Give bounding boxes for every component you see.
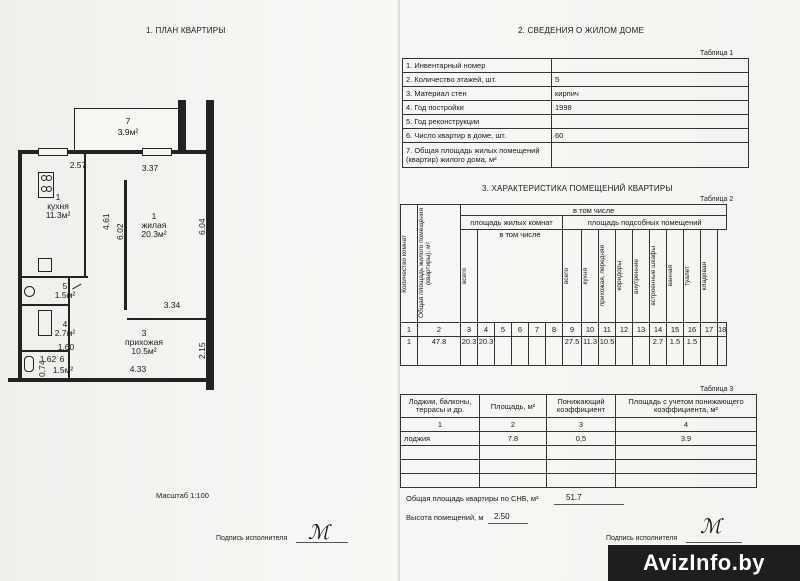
- table1-caption: Таблица 1: [700, 50, 734, 57]
- table1-row: 7. Общая площадь жилых помещений (квартир) жилого дома, м²: [403, 143, 749, 168]
- executor-signature: ℳ: [700, 514, 722, 538]
- dim-0-74: 0.74: [37, 360, 47, 377]
- height-value: 2.50: [494, 512, 510, 521]
- dim-4-61: 4.61: [101, 213, 111, 230]
- table1-row: 3. Материал стен кирпич: [403, 87, 749, 101]
- table1-row: 1. Инвентарный номер: [403, 59, 749, 73]
- table1-row: 4. Год постройки 1998: [403, 101, 749, 115]
- bath-label: 5 1.5м²: [54, 281, 76, 300]
- dim-6-04: 6.04: [197, 218, 207, 235]
- table3: Лоджии, балконы, террасы и др. Площадь, м² Понижающий коэффициент Площадь с учетом понижающего коэффициента, м² 1 2 3 4 лоджия 7.8 0,5 3.9: [400, 394, 757, 488]
- section3-title: 3. ХАРАКТЕРИСТИКА ПОМЕЩЕНИЙ КВАРТИРЫ: [482, 184, 673, 193]
- table3-data-row: лоджия 7.8 0,5 3.9: [401, 432, 757, 446]
- table2-data-row: 1 47.8 20.3 20.3 27.5 11.3 10.5 2.7 1.5 1.5: [401, 337, 727, 366]
- table1-row: 2. Количество этажей, шт. 5: [403, 73, 749, 87]
- wc-num: 6: [59, 354, 65, 364]
- height-line: [488, 523, 528, 524]
- signature-label: Подпись исполнителя: [606, 535, 678, 542]
- plan-signature-label: Подпись исполнителя: [216, 535, 288, 542]
- living-label: 1 жилая 20.3м²: [141, 211, 167, 239]
- balcony-right-wall: [178, 100, 186, 152]
- dim-3-37: 3.37: [141, 163, 159, 173]
- site-watermark: AvizInfo.by: [608, 545, 800, 581]
- plan-scale: Масштаб 1:100: [156, 491, 209, 500]
- dim-2-57: 2.57: [69, 160, 87, 170]
- height-label: Высота помещений, м: [406, 513, 484, 522]
- left-wall: [18, 150, 22, 380]
- hall-top-wall: [127, 318, 207, 320]
- table2-numbers-row: 1 2 3 4 5 6 7 8 9 10 11 12 13 14 15 16 17 18: [401, 323, 727, 337]
- table1-row: 5. Год реконструкции: [403, 115, 749, 129]
- hall-label: 3 прихожая 10.5м²: [125, 328, 163, 356]
- dim-4-33: 4.33: [129, 364, 147, 374]
- dim-6-02: 6.02: [115, 223, 125, 240]
- balcony-area: 3.9м²: [117, 127, 139, 137]
- storage-label: 4 2.7м²: [54, 319, 76, 338]
- washbasin-icon: [24, 286, 35, 297]
- table2-caption: Таблица 2: [700, 196, 734, 203]
- table1-row: 6. Число квартир в доме, шт. 60: [403, 129, 749, 143]
- sink-icon: [38, 258, 52, 272]
- wc-area: 1.5м²: [52, 365, 74, 375]
- toilet-icon: [24, 356, 34, 372]
- section2-title: 2. СВЕДЕНИЯ О ЖИЛОМ ДОМЕ: [518, 26, 645, 35]
- total-area-value: 51.7: [566, 493, 582, 502]
- living-partition: [124, 180, 127, 310]
- living-window: [142, 148, 172, 156]
- dim-1-62: 1.62: [39, 354, 57, 364]
- table1: [402, 58, 749, 168]
- plan-signature: ℳ: [308, 520, 330, 544]
- dim-2-15: 2.15: [197, 342, 207, 359]
- kitchen-window: [38, 148, 68, 156]
- table3-caption: Таблица 3: [700, 386, 734, 393]
- table2: Количество комнат Общая площадь жилого помещения (квартиры), м² в том числе площадь жилых комнат площадь подсобных помещений всего в том числе всего кухня прихожая, передняя коридоры внутренние встроенные шкафы ванная туалет кладовая 1 2 3 4 5 6 7 8 9 10 11 12 13 14 15 16 17 18 1 47.8 20.3 20.3 27.5 11.3 10.5 2.7 1.5 1.5: [400, 204, 727, 366]
- dim-1-60: 1.60: [57, 342, 75, 352]
- section1-title: 1. ПЛАН КВАРТИРЫ: [146, 26, 226, 35]
- kitchen-label: 1 кухня 11.3м²: [45, 192, 71, 220]
- bath-storage-wall: [22, 304, 70, 306]
- kitchen-partition: [84, 154, 86, 276]
- balcony-num: 7: [125, 116, 131, 126]
- signature-line: [686, 542, 742, 543]
- dim-3-34: 3.34: [163, 300, 181, 310]
- bottom-wall: [8, 378, 214, 382]
- right-wall: [206, 100, 214, 390]
- table3-numbers-row: 1 2 3 4: [401, 418, 757, 432]
- bath-top-wall: [22, 276, 88, 278]
- total-area-line: [554, 504, 624, 505]
- total-area-label: Общая площадь квартиры по СНБ, м²: [406, 494, 539, 503]
